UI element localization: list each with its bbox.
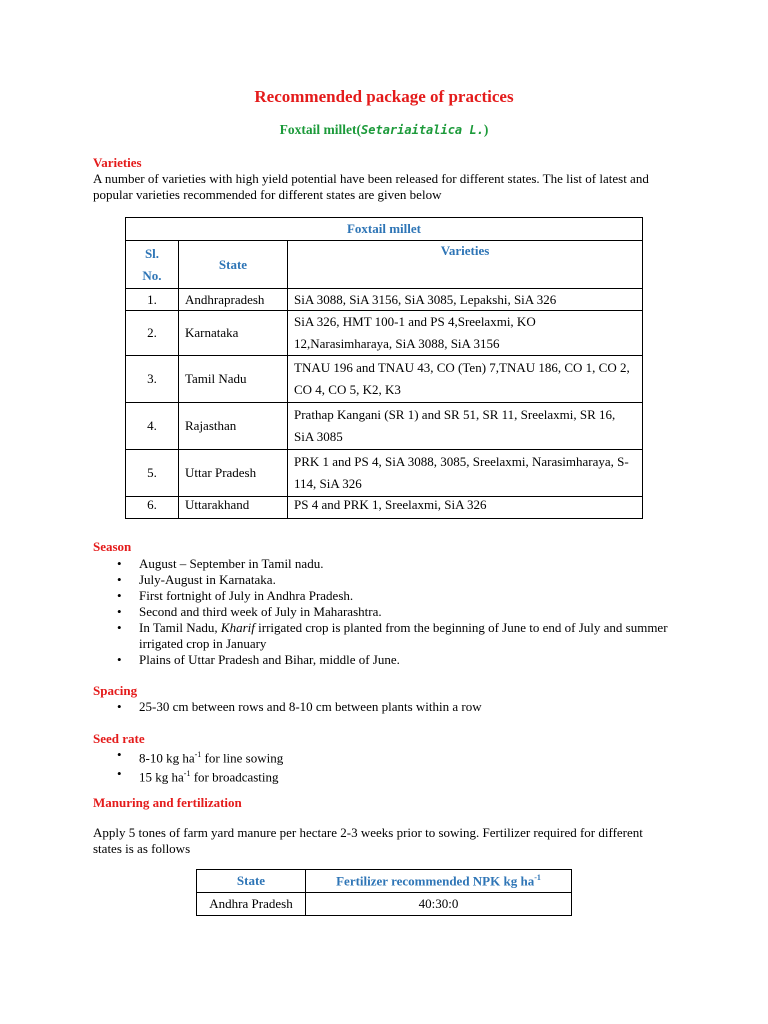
fert-row-npk: 40:30:0 (306, 893, 572, 916)
row-sl: 6. (126, 497, 179, 519)
table-row (126, 497, 643, 519)
fert-npk-header (306, 870, 572, 893)
manuring-text: Apply 5 tones of farm yard manure per hectare 2-3 weeks prior to sowing. Fertilizer required for different states is as follows (93, 825, 643, 856)
list-item: • Plains of Uttar Pradesh and Bihar, middle of June. (93, 652, 683, 668)
manuring-heading: Manuring and fertilization (93, 795, 242, 810)
state-header: State (179, 241, 288, 289)
fertilizer-table (196, 869, 572, 916)
crop-common-name: Foxtail millet( (279, 122, 362, 137)
seed-rate-sup: -1 (183, 769, 191, 779)
sl-no-header (126, 241, 179, 289)
document-title: Recommended package of practices (254, 87, 514, 106)
row-sl: 4. (126, 403, 179, 450)
row-varieties: PS 4 and PRK 1, Sreelaxmi, SiA 326 (288, 497, 643, 519)
seed-rate-text: 15 kg ha (139, 769, 184, 785)
row-state: Karnataka (179, 311, 288, 356)
seed-rate-text: for broadcasting (190, 769, 279, 785)
spacing-list (93, 699, 683, 715)
row-varieties: SiA 3088, SiA 3156, SiA 3085, Lepakshi, SiA 326 (288, 289, 643, 311)
row-sl: 2. (126, 311, 179, 356)
fert-row-state: Andhra Pradesh (197, 893, 306, 916)
varieties-table-caption: Foxtail millet (126, 218, 643, 241)
seed-rate-heading: Seed rate (93, 731, 145, 746)
list-item: • July-August in Karnataka. (93, 572, 683, 588)
season-list (93, 556, 683, 668)
table-row (126, 450, 643, 497)
fert-npk-header-sup: -1 (534, 872, 541, 882)
list-item: • 25-30 cm between rows and 8-10 cm between plants within a row (93, 699, 683, 715)
table-row (126, 289, 643, 311)
table-row (197, 893, 572, 916)
sl-no-header-line2: No. (142, 267, 162, 283)
table-row (126, 403, 643, 450)
season-heading: Season (93, 539, 132, 554)
list-item: • Second and third week of July in Maharashtra. (93, 604, 683, 620)
crop-subtitle (0, 122, 768, 138)
table-row (126, 311, 643, 356)
list-item: • First fortnight of July in Andhra Pradesh. (93, 588, 683, 604)
row-sl: 1. (126, 289, 179, 311)
spacing-heading: Spacing (93, 683, 138, 698)
seed-rate-text: 8-10 kg ha (139, 750, 195, 766)
kharif-after: irrigated crop is planted from the beginning of June to end of July and summer irrigated crop in January (139, 620, 668, 651)
list-item (93, 766, 683, 785)
list-item (93, 620, 683, 652)
row-varieties: SiA 326, HMT 100-1 and PS 4,Sreelaxmi, KO 12,Narasimharaya, SiA 3088, SiA 3156 (288, 311, 643, 356)
row-varieties: TNAU 196 and TNAU 43, CO (Ten) 7,TNAU 186, CO 1, CO 2, CO 4, CO 5, K2, K3 (288, 356, 643, 403)
kharif-italic: Kharif (220, 620, 255, 635)
kharif-before: In Tamil Nadu, (139, 620, 221, 635)
seed-rate-text: for line sowing (201, 750, 284, 766)
fert-state-header: State (197, 870, 306, 893)
crop-subtitle-close: ) (483, 122, 489, 137)
fert-npk-header-text: Fertilizer recommended NPK kg ha (336, 873, 535, 889)
row-state: Rajasthan (179, 403, 288, 450)
seed-rate-sup: -1 (194, 750, 202, 759)
row-varieties: PRK 1 and PS 4, SiA 3088, 3085, Sreelaxmi, Narasimharaya, S-114, SiA 326 (288, 450, 643, 497)
varieties-heading: Varieties (93, 155, 142, 170)
row-sl: 5. (126, 450, 179, 497)
sl-no-header-line1: Sl. (144, 245, 160, 261)
row-state: Andhrapradesh (179, 289, 288, 311)
crop-scientific-name: Setariaitalica L. (361, 123, 484, 137)
table-row (126, 356, 643, 403)
varieties-intro: A number of varieties with high yield potential have been released for different states. The list of latest and popular varieties recommended for different states are given below (93, 171, 649, 202)
row-sl: 3. (126, 356, 179, 403)
seed-rate-list (93, 747, 683, 786)
list-item (93, 747, 683, 766)
list-item: • August – September in Tamil nadu. (93, 556, 683, 572)
varieties-header: Varieties (288, 241, 643, 289)
row-state: Uttar Pradesh (179, 450, 288, 497)
row-state: Uttarakhand (179, 497, 288, 519)
varieties-table (125, 217, 643, 519)
row-varieties: Prathap Kangani (SR 1) and SR 51, SR 11, Sreelaxmi, SR 16, SiA 3085 (288, 403, 643, 450)
row-state: Tamil Nadu (179, 356, 288, 403)
